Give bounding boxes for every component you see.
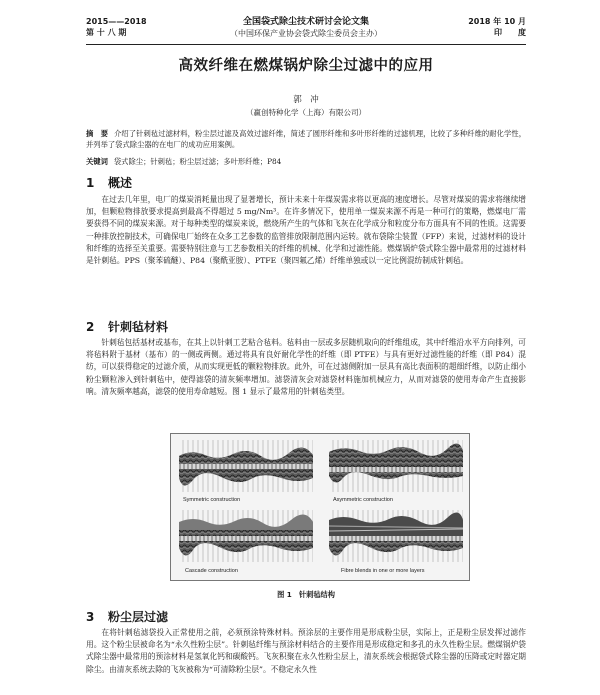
article-title: 高效纤维在燃煤锅炉除尘过滤中的应用 <box>178 58 434 74</box>
section-heading-3 <box>86 608 168 625</box>
section-number: 2 <box>86 320 95 334</box>
header-year-range: 2015——2018 <box>86 17 147 26</box>
header-right <box>468 16 526 38</box>
cascade-construction-panel <box>179 510 313 562</box>
asymmetric-construction-panel <box>329 440 463 492</box>
header-rule <box>86 44 526 45</box>
section-title: 针刺毡材料 <box>108 320 169 334</box>
abstract-text: 介绍了针刺毡过滤材料，粉尘层过滤及高效过滤纤维，简述了圆形纤维和多叶形纤维的过滤机理，比较了多种纤维的耐化学性，并列举了袋式除尘器的在电厂的成功应用案例。 <box>86 129 527 149</box>
header-location: 印 度 <box>494 28 526 37</box>
journal-subtitle: （中国环保产业协会袋式除尘委员会主办） <box>230 29 382 38</box>
figure-label-fibre-blends: Fibre blends in one or more layers <box>341 568 425 574</box>
section-heading-2 <box>86 318 168 335</box>
journal-title: 全国袋式除尘技术研讨会论文集 <box>242 17 369 27</box>
running-header <box>86 16 526 44</box>
header-center <box>86 16 526 40</box>
figure-label-cascade: Cascade construction <box>185 568 238 574</box>
header-date: 2018 年 10 月 <box>468 17 526 26</box>
symmetric-construction-panel <box>179 440 313 492</box>
section-2-paragraph: 针刺毡包括基材或基布，在其上以针刺工艺粘合毡料。毡料由一层或多层随机取向的纤维组成，其中纤维沿水平方向排列，可将毡料附于基材（基布）的一侧或两侧。通过将具有良好耐化学性的纤维（即 PTFE）与具有更好过滤性能的纤维（即 P84）混纺，可以获得稳定的过滤介质，从而实现更低的颗粒物排放。此外，可在过滤侧附加一层具有高比表面积的超细纤维，以防止细小粉尘颗粒渗入到针刺毡中，使得滤袋的清灰频率增加。滤袋清灰会对滤袋材料施加机械应力，从而对滤袋的使用寿命产生直接影响。清灰频率越高，滤袋的使用寿命越短。图 1 显示了最常用的针刺毡类型。 <box>86 338 526 396</box>
article-author: 郭 冲 <box>293 95 319 105</box>
keywords-text: 袋式除尘；针刺毡；粉尘层过滤；多叶形纤维；P84 <box>113 157 282 166</box>
figure-caption: 图 1 针刺毡结构 <box>277 590 335 599</box>
fibre-blends-panel <box>329 510 463 562</box>
section-3-paragraph: 在将针刺毡滤袋投入正常使用之前，必须预涂特殊材料。预涂层的主要作用是形成粉尘层，实际上，正是粉尘层发挥过滤作用。这个粉尘层被命名为“永久性粉尘层”。针刺毡纤维与预涂材料结合的主要作用是形成稳定和多孔的永久性粉尘层。燃煤锅炉袋式除尘器中最常用的预涂材料是氢氧化钙和碳酸钙。飞灰积聚在永久性粉尘层上，清灰系统会根据袋式除尘器的压降或定时器定期除尘。由清灰系统去除的飞灰被称为“可清除粉尘层”。不稳定永久性 <box>86 628 526 674</box>
keywords-label: 关键词 <box>86 157 108 166</box>
header-issue: 第 十 八 期 <box>86 28 127 37</box>
figure-label-symmetric: Symmetric construction <box>183 497 241 503</box>
keywords <box>86 156 526 167</box>
abstract-label: 摘 要 <box>86 129 109 138</box>
section-heading-1 <box>86 174 132 191</box>
section-title: 概述 <box>108 176 133 190</box>
figure-needle-felt-structure <box>170 433 470 581</box>
section-1-paragraph: 在过去几年里，电厂的煤炭消耗量出现了显著增长，预计未来十年煤炭需求将以更高的速度增长。尽管对煤炭的需求将继续增加，但颗粒物排放要求提高到最高不得超过 5 mg/Nm³。在许多情况下，使用单一煤炭来源不再是一种可行的策略，燃煤电厂需要获得不同的煤炭来源。对于每种类型的煤炭来说，燃烧所产生的气体和飞灰在化学成分和粒度分布方面具有不同的性质。这需要一种排放控制技术，可确保电厂始终在众多工艺参数的监管排放限制范围内运转。就布袋除尘装置（FFP）来说，过滤材料的设计和纤维的选择至关重要。需要特别注意与工艺参数相关的纤维的机械、化学和过滤性能。燃煤锅炉袋式除尘器中最常用的过滤材料是针刺毡。PPS（聚苯硫醚）、P84（聚酰亚胺）、PTFE（聚四氟乙烯）纤维单独或以一定比例混纺制成针刺毡。 <box>86 195 526 266</box>
figure-image <box>171 434 471 582</box>
section-title: 粉尘层过滤 <box>108 610 169 624</box>
figure-label-asymmetric: Asymmetric construction <box>333 497 393 503</box>
article-affiliation: （赢创特种化学（上海）有限公司） <box>246 108 366 117</box>
abstract <box>86 128 526 150</box>
section-number: 3 <box>86 610 95 624</box>
section-number: 1 <box>86 176 95 190</box>
